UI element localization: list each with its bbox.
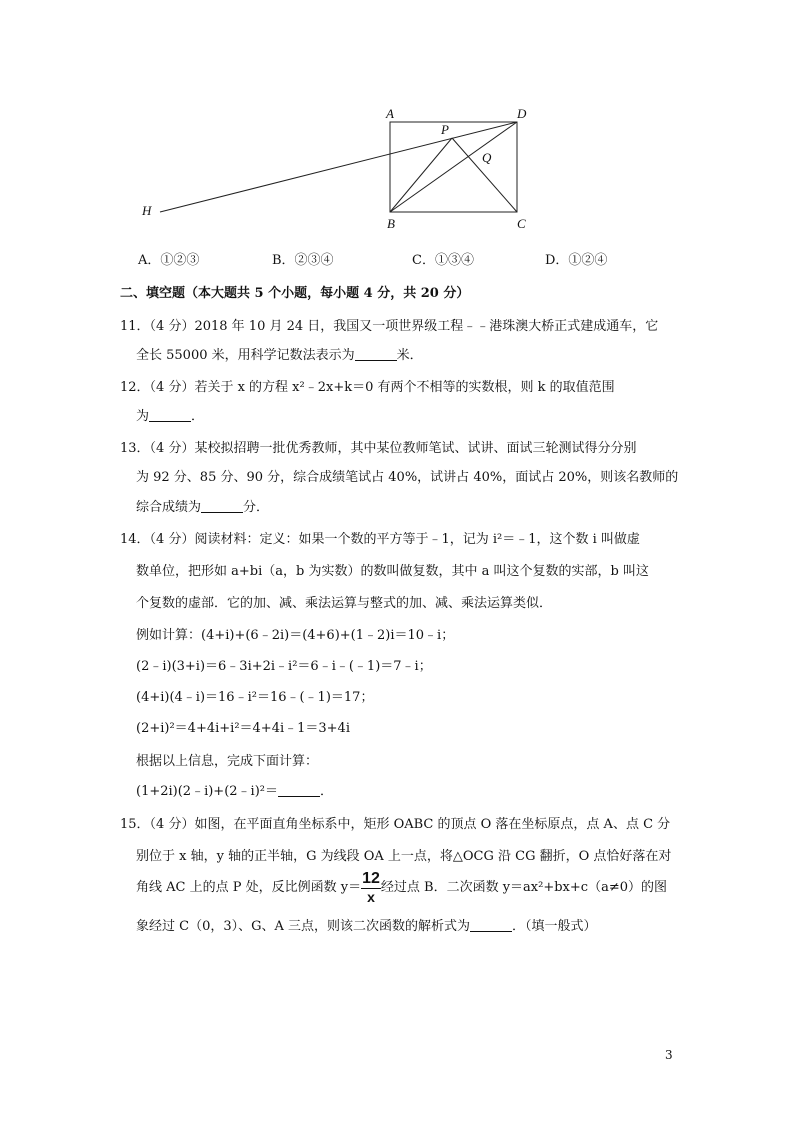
segment-hd [160,122,517,212]
q14-line2: 数单位，把形如 a+bi（a，b 为实数）的数叫做复数，其中 a 叫这个复数的实部，b 叫这 [136,564,649,579]
q13-line3 [136,496,269,515]
q14-answer-blank [278,784,320,797]
q12-line1: 12．（4 分）若关于 x 的方程 x²﹣2x+k＝0 有两个不相等的实数根，则 k 的取值范围 [120,380,615,395]
q15-line2: 别位于 x 轴，y 轴的正半轴，G 为线段 OA 上一点，将△OCG 沿 CG 翻折，O 点恰好落在对 [136,849,672,864]
q15-text-b: 经过点 B．二次函数 y＝ax²+bx+c（a≠0）的图 [380,880,667,895]
diagonal-bd [390,122,517,212]
label-h: H [142,203,152,218]
section-title: 二、填空题（本大题共 5 个小题，每小题 4 分，共 20 分） [120,286,470,301]
choice-a: A．①②③ [138,253,200,268]
q12-text: 为 [136,409,150,424]
label-a: A [386,106,394,121]
q15-text-a: 角线 AC 上的点 P 处，反比例函数 y＝ [136,880,362,895]
q15-text: 象经过 C（0，3）、G、A 三点，则该二次函数的解析式为 [136,919,471,934]
q11-line2 [136,344,423,363]
q12-answer-blank [149,409,191,422]
choice-c: C．①③④ [412,253,474,268]
q15-answer-blank [470,919,512,932]
choice-b: B．②③④ [272,253,334,268]
q13-unit: 分． [243,500,270,515]
q11-answer-blank [355,348,397,361]
q14-line5: (2﹣i)(3+i)＝6﹣3i+2i﹣i²＝6﹣i﹣(﹣1)＝7﹣i； [136,659,432,674]
q12-end: ． [191,409,205,424]
q13-line2: 为 92 分、85 分、90 分，综合成绩笔试占 40%，试讲占 40%，面试占 20%，则该名教师的 [136,470,679,485]
q15-fraction [361,870,381,905]
q14-line7: (2+i)²＝4+4i+i²＝4+4i﹣1＝3+4i [136,721,350,736]
q13-text: 综合成绩为 [136,500,202,515]
label-d: D [517,106,527,121]
q14-expression: (1+2i)(2﹣i)+(2﹣i)²＝ [136,784,278,799]
q14-line4: 例如计算：(4+i)+(6﹣2i)＝(4+6)+(1﹣2)i＝10﹣i； [136,628,455,643]
q15-end: ．（填一般式） [512,919,597,934]
q12-line2 [136,405,204,424]
label-c: C [517,216,526,231]
q14-end: ． [320,784,334,799]
fraction-denominator: x [367,889,375,905]
q15-line4 [136,915,597,934]
figure-diagram [130,100,550,240]
label-q: Q [482,150,492,165]
q11-unit: 米． [396,348,423,363]
q14-line9 [136,780,333,799]
q14-line8: 根据以上信息，完成下面计算： [136,754,319,769]
q11-text: 全长 55000 米，用科学记数法表示为 [136,348,355,363]
q13-line1: 13．（4 分）某校拟招聘一批优秀教师，其中某位教师笔试、试讲、面试三轮测试得分分别 [120,441,637,456]
q14-line6: (4+i)(4﹣i)＝16﹣i²＝16﹣(﹣1)＝17； [136,690,374,705]
choice-d: D．①②④ [545,253,608,268]
geometry-figure [130,100,550,240]
q15-line1: 15．（4 分）如图，在平面直角坐标系中，矩形 OABC 的顶点 O 落在坐标原点，点 A、点 C 分 [120,817,671,832]
q15-line3 [136,870,667,905]
q11-line1: 11．（4 分）2018 年 10 月 24 日，我国又一项世界级工程﹣﹣港珠澳大桥正式建成通车，它 [120,319,659,334]
page-number: 3 [665,1048,673,1062]
fraction-numerator: 12 [362,870,380,887]
q14-line1: 14．（4 分）阅读材料：定义：如果一个数的平方等于﹣1，记为 i²＝﹣1，这个数 i 叫做虚 [120,532,640,547]
q13-answer-blank [201,500,243,513]
q14-line3: 个复数的虚部．它的加、减、乘法运算与整式的加、减、乘法运算类似． [136,596,553,611]
label-b: B [387,216,395,231]
choice-options [138,249,658,269]
label-p: P [441,122,449,137]
